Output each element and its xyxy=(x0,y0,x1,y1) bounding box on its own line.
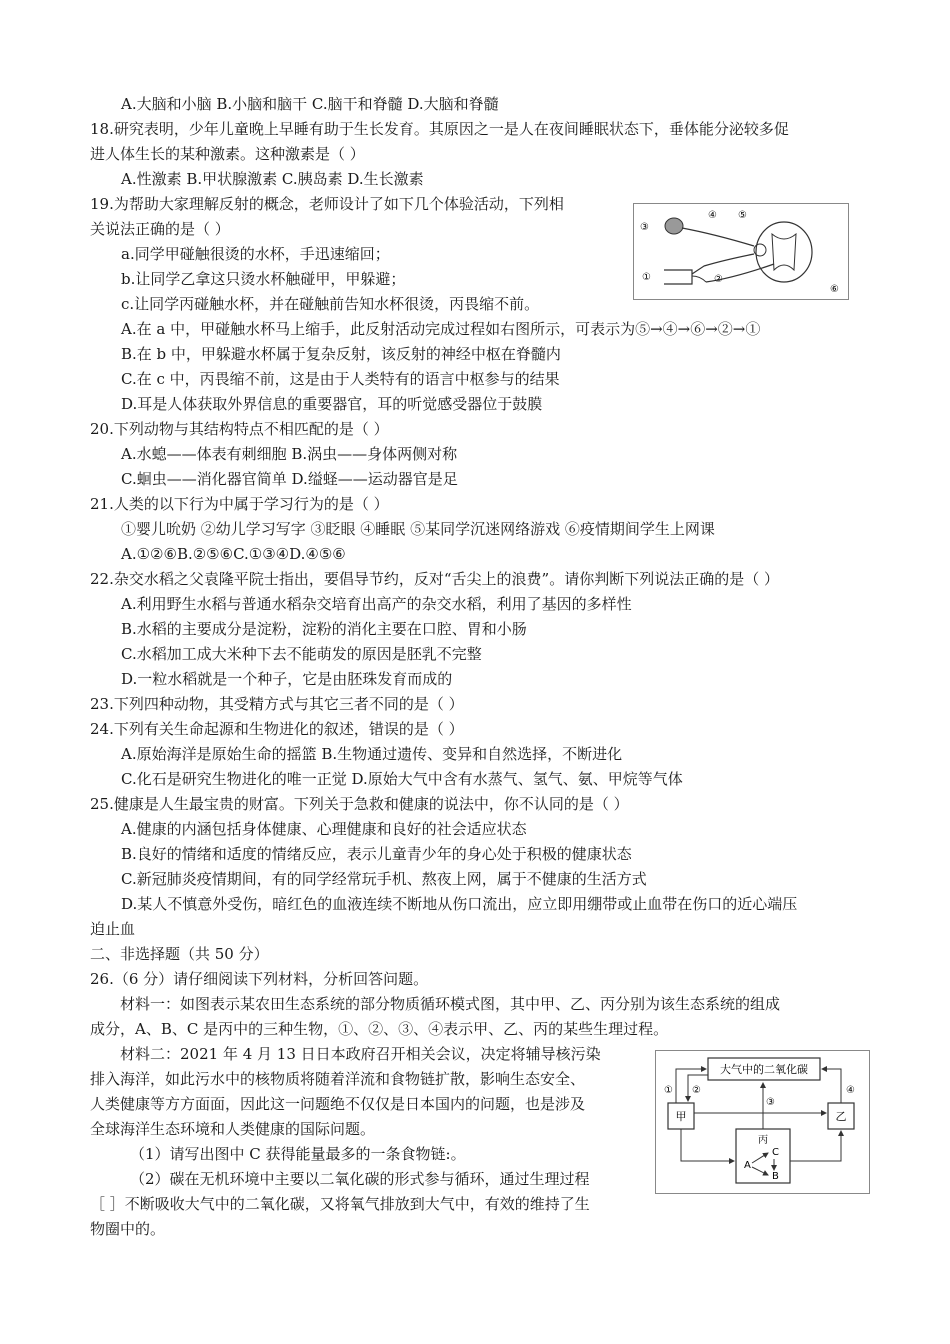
num-3: ③ xyxy=(766,1097,775,1108)
label-2: ② xyxy=(714,274,723,285)
material-two-cont-1: 排入海洋，如此污水中的核物质将随着洋流和食物链扩散，影响生态安全、 xyxy=(90,1070,586,1088)
finger-shape xyxy=(664,270,692,284)
q19-item-c: c.让同学丙碰触水杯，并在碰触前告知水杯很烫，丙畏缩不前。 xyxy=(121,295,540,313)
q19-option-d: D.耳是人体获取外界信息的重要器官，耳的听觉感受器位于鼓膜 xyxy=(121,395,543,413)
jia-to-air-arrow xyxy=(676,1069,706,1103)
q18-options: A.性激素 B.甲状腺激素 C.胰岛素 D.生长激素 xyxy=(121,170,424,188)
label-4: ④ xyxy=(708,210,717,221)
muscle-link xyxy=(692,276,706,282)
q22-stem: 22.杂交水稻之父袁隆平院士指出，要倡导节约，反对“舌尖上的浪费”。请你判断下列说法正确的是（ ） xyxy=(90,570,779,588)
material-two-cont-2: 人类健康等方方面面，因此这一问题绝不仅仅是日本国内的问题，也是涉及 xyxy=(90,1095,586,1113)
reflex-arc-figure xyxy=(633,203,849,300)
q24-stem: 24.下列有关生命起源和生物进化的叙述，错误的是（ ） xyxy=(90,720,464,738)
q26-sub2-cont-2: 物圈中的。 xyxy=(90,1220,166,1238)
material-one: 材料一：如图表示某农田生态系统的部分物质循环模式图，其中甲、乙、丙分别为该生态系统的组成 xyxy=(120,995,781,1013)
q18-stem: 18.研究表明，少年儿童晚上早睡有助于生长发育。其原因之一是人在夜间睡眠状态下，垂体能分泌较多促 xyxy=(90,120,789,138)
q18-stem-cont: 进人体生长的某种激素。这种激素是（ ） xyxy=(90,145,365,163)
material-two-cont-3: 全球海洋生态环境和人类健康的国际问题。 xyxy=(90,1120,376,1138)
jia-to-bing-arrow xyxy=(681,1129,734,1161)
q26-sub2-cont: ［ ］不断吸收大气中的二氧化碳，又将氧气排放到大气中，有效的维持了生 xyxy=(90,1195,590,1213)
q24-options-cd: C.化石是研究生物进化的唯一正觉 D.原始大气中含有水蒸气、氢气、氨、甲烷等气体 xyxy=(121,770,683,788)
reflex-arc-diagram xyxy=(634,204,848,299)
q17-options: A.大脑和小脑 B.小脑和脑干 C.脑干和脊髓 D.大脑和脊髓 xyxy=(121,95,499,113)
q26-stem: 26.（6 分）请仔细阅读下列材料，分析回答问题。 xyxy=(90,970,429,988)
q23-stem: 23.下列四种动物，其受精方式与其它三者不同的是（ ） xyxy=(90,695,464,713)
label-yi: 乙 xyxy=(835,1110,847,1123)
q20-stem: 20.下列动物与其结构特点不相匹配的是（ ） xyxy=(90,420,389,438)
q25-option-a: A.健康的内涵包括身体健康、心理健康和良好的社会适应状态 xyxy=(121,820,527,838)
gray-matter xyxy=(772,234,796,270)
num-4: ④ xyxy=(846,1085,855,1096)
material-two: 材料二：2021 年 4 月 13 日日本政府召开相关会议，决定将辅导核污染 xyxy=(120,1045,601,1063)
q19-item-b: b.让同学乙拿这只烫水杯触碰甲，甲躲避； xyxy=(121,270,406,288)
q25-option-b: B.良好的情绪和适度的情绪反应，表示儿童青少年的身心处于积极的健康状态 xyxy=(121,845,632,863)
q25-option-d-cont: 迫止血 xyxy=(90,920,136,938)
num-2: ② xyxy=(692,1085,701,1096)
label-6: ⑥ xyxy=(830,284,839,295)
a-to-b-arrow xyxy=(752,1167,768,1175)
q19-option-b: B.在 b 中，甲躲避水杯属于复杂反射，该反射的神经中枢在脊髓内 xyxy=(121,345,561,363)
q19-stem-cont: 关说法正确的是（ ） xyxy=(90,220,230,238)
q25-option-c: C.新冠肺炎疫情期间，有的同学经常玩手机、熬夜上网，属于不健康的生活方式 xyxy=(121,870,647,888)
label-bing: 丙 xyxy=(758,1135,768,1146)
yi-to-air-arrow xyxy=(822,1069,841,1103)
org-c: C xyxy=(772,1147,779,1158)
a-to-c-arrow xyxy=(752,1153,768,1163)
q25-option-d: D.某人不慎意外受伤，暗红色的血液连续不断地从伤口流出，应立即用绷带或止血带在伤口的近心端压 xyxy=(121,895,798,913)
q24-options-ab: A.原始海洋是原始生命的摇篮 B.生物通过遗传、变异和自然选择，不断进化 xyxy=(121,745,623,763)
num-1: ① xyxy=(664,1085,673,1096)
label-5: ⑤ xyxy=(738,210,747,221)
q21-items: ①婴儿吮奶 ②幼儿学习写字 ③眨眼 ④睡眠 ⑤某同学沉迷网络游戏 ⑥疫情期间学生上网课 xyxy=(121,520,715,538)
brain-blob xyxy=(665,218,683,234)
carbon-cycle-figure xyxy=(655,1050,870,1194)
carbon-cycle-diagram xyxy=(656,1051,869,1193)
q21-stem: 21.人类的以下行为中属于学习行为的是（ ） xyxy=(90,495,389,513)
q25-stem: 25.健康是人生最宝贵的财富。下列关于急救和健康的说法中，你不认同的是（ ） xyxy=(90,795,629,813)
q26-sub1: （1）请写出图中 C 获得能量最多的一条食物链:。 xyxy=(130,1145,466,1163)
label-3: ③ xyxy=(640,222,649,233)
spinal-cord-outline xyxy=(756,222,812,282)
org-a: A xyxy=(744,1160,751,1171)
atmosphere-label: 大气中的二氧化碳 xyxy=(720,1063,808,1076)
q22-option-d: D.一粒水稻就是一个种子，它是由胚珠发育而成的 xyxy=(121,670,453,688)
q20-options-cd: C.蛔虫——消化器官简单 D.缢蛏——运动器官是足 xyxy=(121,470,458,488)
q19-item-a: a.同学甲碰触很烫的水杯，手迅速缩回； xyxy=(121,245,390,263)
q19-stem: 19.为帮助大家理解反射的概念，老师设计了如下几个体验活动，下列相 xyxy=(90,195,564,213)
org-b: B xyxy=(772,1171,779,1182)
material-one-cont: 成分，A、B、C 是丙中的三种生物，①、②、③、④表示甲、乙、丙的某些生理过程。 xyxy=(90,1020,669,1038)
q22-option-b: B.水稻的主要成分是淀粉，淀粉的消化主要在口腔、胃和小肠 xyxy=(121,620,527,638)
section-heading: 二、非选择题（共 50 分） xyxy=(90,945,269,963)
q20-options-ab: A.水螅——体表有刺细胞 B.涡虫——身体两侧对称 xyxy=(121,445,458,463)
bing-to-yi-arrow xyxy=(790,1131,841,1161)
q19-option-a: A.在 a 中，甲碰触水杯马上缩手，此反射活动完成过程如右图所示，可表示为⑤→④→⑥→②→① xyxy=(121,320,761,338)
label-1: ① xyxy=(642,272,651,283)
q22-option-c: C.水稻加工成大米种下去不能萌发的原因是胚乳不完整 xyxy=(121,645,482,663)
q22-option-a: A.利用野生水稻与普通水稻杂交培育出高产的杂交水稻，利用了基因的多样性 xyxy=(121,595,632,613)
q19-option-c: C.在 c 中，丙畏缩不前，这是由于人类特有的语言中枢参与的结果 xyxy=(121,370,560,388)
ascending-nerve xyxy=(682,228,754,246)
label-jia: 甲 xyxy=(675,1110,687,1123)
sensory-nerve xyxy=(692,254,754,274)
q21-options: A.①②⑥B.②⑤⑥C.①③④D.④⑤⑥ xyxy=(121,545,346,563)
q26-sub2: （2）碳在无机环境中主要以二氧化碳的形式参与循环，通过生理过程 xyxy=(130,1170,590,1188)
